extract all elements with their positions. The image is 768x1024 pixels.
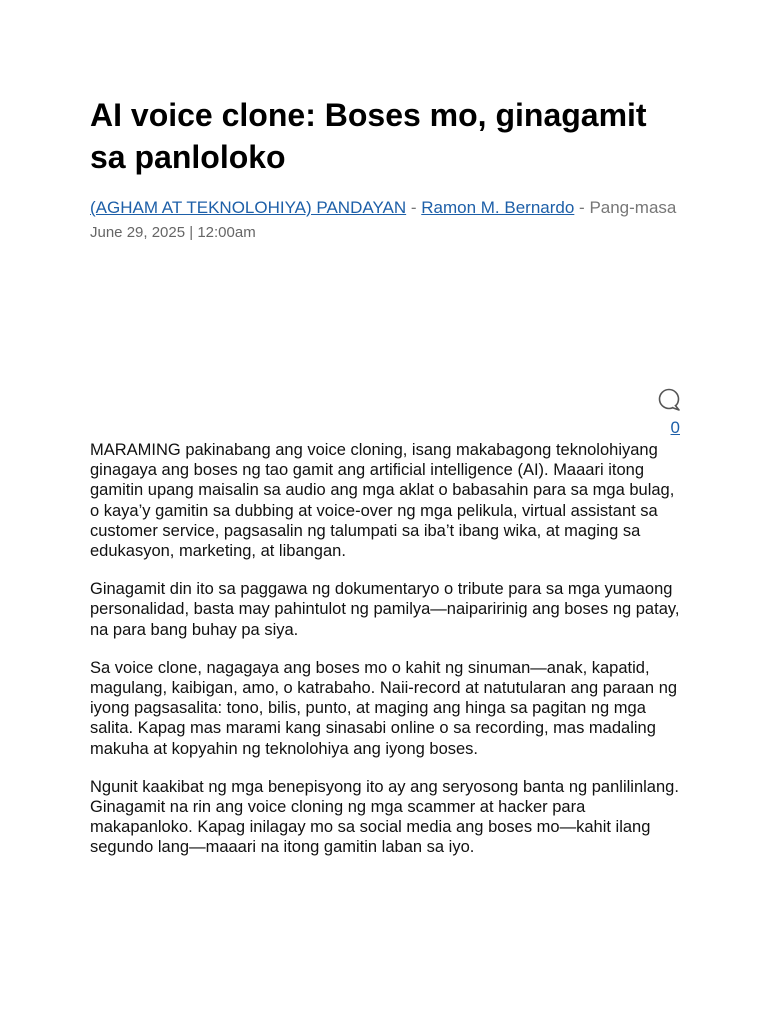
publication-name: Pang-masa: [589, 198, 677, 217]
article-title: AI voice clone: Boses mo, ginagamit sa panloloko: [90, 97, 647, 175]
byline-separator: -: [406, 198, 422, 217]
article: [90, 94, 680, 876]
article-body: [90, 440, 680, 858]
article-paragraph: MARAMING pakinabang ang voice cloning, isang makabagong teknolohiyang ginagaya ang boses ng tao gamit ang artificial intelligence (AI). Maaari itong gamitin upang maisalin sa audio ang mga aklat o babasahin para sa mga bulag, o kaya’y gamitin sa dubbing at voice-over ng mga pelikula, virtual assistant sa customer service, pagsasalin ng talumpati sa iba’t ibang wika, at maging sa edukasyon, marketing, at libangan.: [90, 441, 675, 561]
author-link[interactable]: Ramon M. Bernardo: [421, 198, 575, 217]
article-paragraph: Sa voice clone, nagagaya ang boses mo o kahit ng sinuman—anak, kapatid, magulang, kaibigan, amo, o katrabaho. Naii-record at natutularan ang paraan ng iyong pagsasalita: tono, bilis, punto, at maging ang hinga sa pagitan ng mga salita. Kapag mas marami kang sinasabi online o sa recording, mas madaling makuha at kopyahin ng teknolohiya ang iyong boses.: [90, 658, 678, 758]
comment-icon[interactable]: [658, 388, 680, 412]
byline-separator: -: [574, 198, 590, 217]
ad-placeholder: [90, 243, 680, 383]
article-paragraph: Ginagamit din ito sa paggawa ng dokumentaryo o tribute para sa mga yumaong personalidad, basta may pahintulot ng pamilya—naiparirinig ang boses ng patay, na para bang buhay pa siya.: [90, 580, 680, 639]
comments-widget[interactable]: [90, 388, 680, 440]
byline: [90, 190, 680, 225]
column-link[interactable]: (AGHAM AT TEKNOLOHIYA) PANDAYAN: [90, 198, 407, 217]
article-paragraph: Ngunit kaakibat ng mga benepisyong ito ay ang seryosong banta ng panlilinlang. Ginagamit na rin ang voice cloning ng mga scammer at hacker para makapanloko. Kapag inilagay mo sa social media ang boses mo—kahit ilang segundo lang—maaari na itong gamitin laban sa iyo.: [90, 777, 679, 857]
publish-date: June 29, 2025 | 12:00am: [90, 224, 256, 241]
comment-count-link[interactable]: 0: [670, 418, 680, 437]
